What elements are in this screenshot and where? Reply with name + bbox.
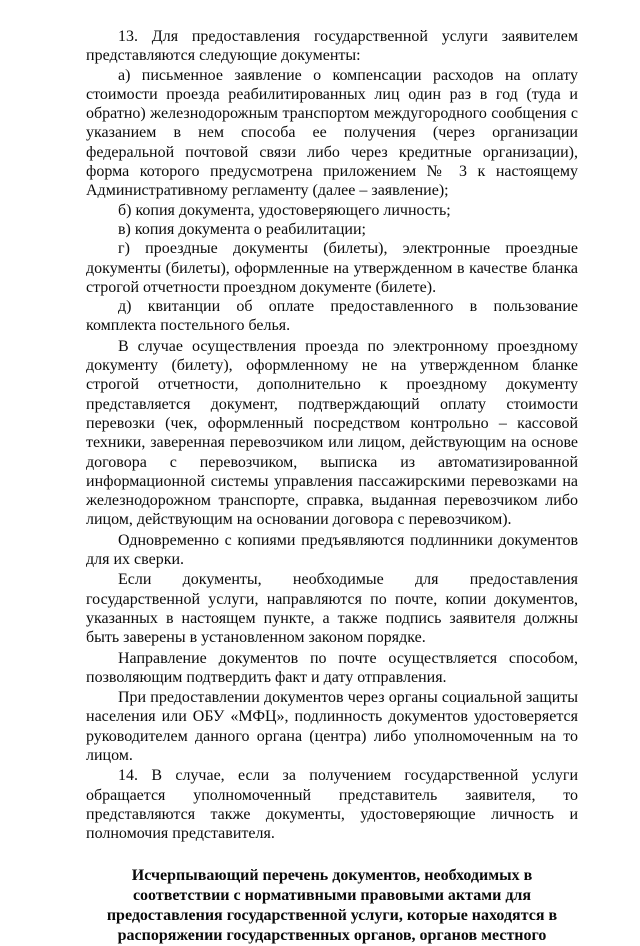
paragraph-originals: Одновременно с копиями предъявляются подлинники документов для их сверки. — [86, 531, 578, 569]
list-item-a: а) письменное заявление о компенсации расходов на оплату стоимости проезда реабилитированных лиц один раз в год (туда и обратно) железнодорожным транспортом междугородного сообщения с указанием в нем способа ее получения (через организации федеральной почтовой связи либо через кредитные организации), форма которого предусмотрена приложением № 3 к настоящему Административному регламенту (далее – заявление); — [86, 66, 578, 200]
list-item-d: д) квитанции об оплате предоставленного в пользование комплекта постельного белья. — [86, 298, 578, 335]
list-item-v: в) копия документа о реабилитации; — [118, 220, 366, 238]
document-body — [86, 27, 578, 946]
paragraph-14-representative: 14. В случае, если за получением государственной услуги обращается уполномоченный представитель заявителя, то представляются также документы, удостоверяющие личность и полномочия представителя. — [86, 767, 578, 843]
paragraph-mail-direction: Направление документов по почте осуществляется способом, позволяющим подтвердить факт и дату отправления. — [86, 649, 578, 686]
paragraph-by-mail: Если документы, необходимые для предоставления государственной услуги, направляются по почте, копии документов, указанных в настоящем пункте, а также подпись заявителя должны быть заверены в установленном законом порядке. — [86, 571, 578, 647]
paragraph-13-intro: 13. Для предоставления государственной услуги заявителем представляются следующие документы: — [86, 28, 578, 65]
list-item-b: б) копия документа, удостоверяющего личность; — [118, 201, 451, 219]
section-heading-line: предоставления государственной услуги, которые находятся в — [106, 907, 558, 925]
section-heading-line: соответствии с нормативными правовыми актами для — [132, 887, 532, 905]
paragraph-social-protection: При предоставлении документов через органы социальной защиты населения или ОБУ «МФЦ», подлинность документов удостоверяется руководителем данного органа (центра) либо уполномоченным на то лицом. — [86, 689, 578, 764]
section-heading — [86, 866, 578, 945]
list-item-g: г) проездные документы (билеты), электронные проездные документы (билеты), оформленные на утвержденном в качестве бланка строгой отчетности проездном документе (билете). — [86, 240, 578, 296]
section-heading-line: распоряжении государственных органов, органов местного — [117, 926, 547, 944]
paragraph-electronic-ticket: В случае осуществления проезда по электронному проездному документу (билету), оформленному не на утвержденном бланке строгой отчетности, дополнительно к проездному документу представляется документ, подтверждающий оплату стоимости перевозки (чек, оформленный посредством контрольно – кассовой техники, заверенная перевозчиком или лицом, действующим на основе договора с перевозчиком, выписка из автоматизированной информационной системы управления пассажирскими перевозками на железнодорожном транспорте, справка, выданная перевозчиком либо лицом, действующим на основании договора с перевозчиком). — [86, 337, 578, 529]
section-heading-line: Исчерпывающий перечень документов, необходимых в — [131, 867, 533, 885]
